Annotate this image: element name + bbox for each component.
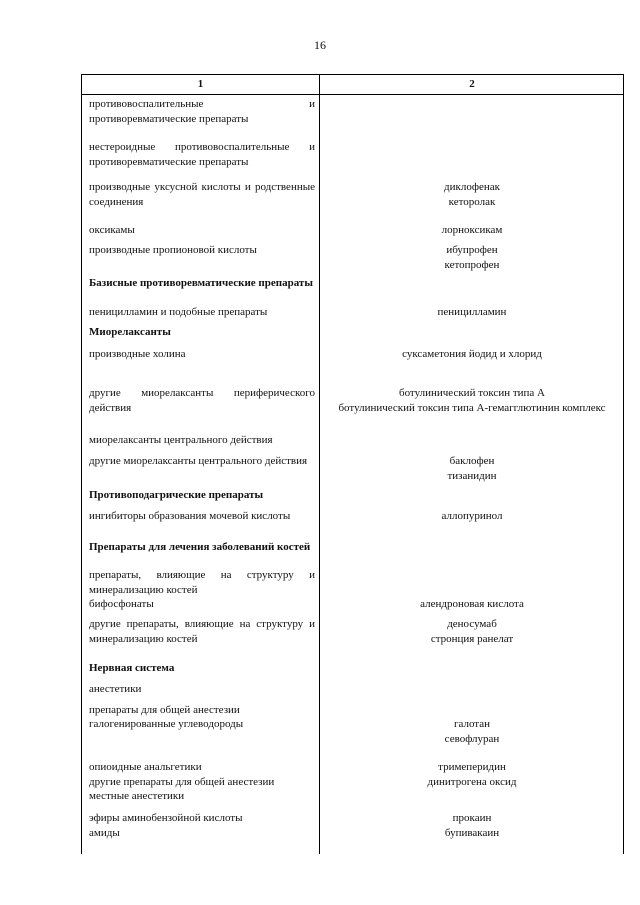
row-section-heading: Нервная система [89,662,175,674]
row-drug-names: деносумаб стронция ранелат [430,618,514,645]
table-border-right [623,74,624,854]
row-class-name: производные уксусной кислоты и родственные соединения [89,181,315,208]
row-class-name: препараты, влияющие на структуру и минерализацию костей [89,569,315,596]
page-number: 16 [314,38,326,52]
row-drug-names: пеницилламин [437,306,507,318]
row-class-name: противовоспалительные и противоревматические препараты [89,98,315,125]
row-drug-names: лорноксикам [441,224,503,236]
row-section-heading: Базисные противоревматические препараты [89,277,313,289]
row-drug-names: динитрогена оксид [427,776,517,788]
row-class-name: галогенированные углеводороды [89,718,244,730]
row-drug-names: суксаметония йодид и хлорид [402,348,542,360]
row-class-name: амиды [89,827,120,839]
drug-classification-table [81,74,624,854]
row-drug-names: алендроновая кислота [420,598,524,610]
row-class-name: препараты для общей анестезии [89,704,240,716]
table-column-divider [319,74,320,854]
row-drug-names: диклофенак кеторолак [444,181,500,208]
row-class-name: бифосфонаты [89,598,154,610]
row-class-name: нестероидные противовоспалительные и противоревматические препараты [89,141,315,168]
row-class-name: производные пропионовой кислоты [89,244,257,256]
row-class-name: производные холина [89,348,186,360]
table-border-left [81,74,82,854]
row-section-heading: Препараты для лечения заболеваний костей [89,541,311,553]
row-class-name: другие препараты, влияющие на структуру и минерализацию костей [89,618,315,645]
row-section-heading: Противоподагрические препараты [89,489,264,501]
table-header-row [81,74,624,95]
row-class-name: оксикамы [89,224,135,236]
row-class-name: анестетики [89,683,142,695]
row-class-name: опиоидные анальгетики [89,761,202,773]
row-class-name: другие миорелаксанты периферического действия [89,387,315,414]
row-drug-names: ибупрофен кетопрофен [444,244,500,271]
row-class-name: местные анестетики [89,790,185,802]
row-drug-names: ботулинический токсин типа А ботулинический токсин типа А-гемагглютинин комплекс [338,387,606,414]
row-drug-names: галотан севофлуран [444,718,500,745]
row-section-heading: Миорелаксанты [89,326,171,338]
row-drug-names: аллопуринол [441,510,503,522]
row-class-name: ингибиторы образования мочевой кислоты [89,510,291,522]
column-header-2: 2 [469,78,475,90]
row-class-name: миорелаксанты центрального действия [89,434,273,446]
row-drug-names: баклофен тизанидин [447,455,497,482]
row-class-name: пеницилламин и подобные препараты [89,306,268,318]
row-drug-names: прокаин [452,812,492,824]
row-class-name: эфиры аминобензойной кислоты [89,812,243,824]
column-header-1: 1 [197,78,204,90]
row-class-name: другие миорелаксанты центрального действия [89,455,308,467]
row-drug-names: тримеперидин [438,761,506,773]
row-drug-names: бупивакаин [444,827,500,839]
row-class-name: другие препараты для общей анестезии [89,776,275,788]
